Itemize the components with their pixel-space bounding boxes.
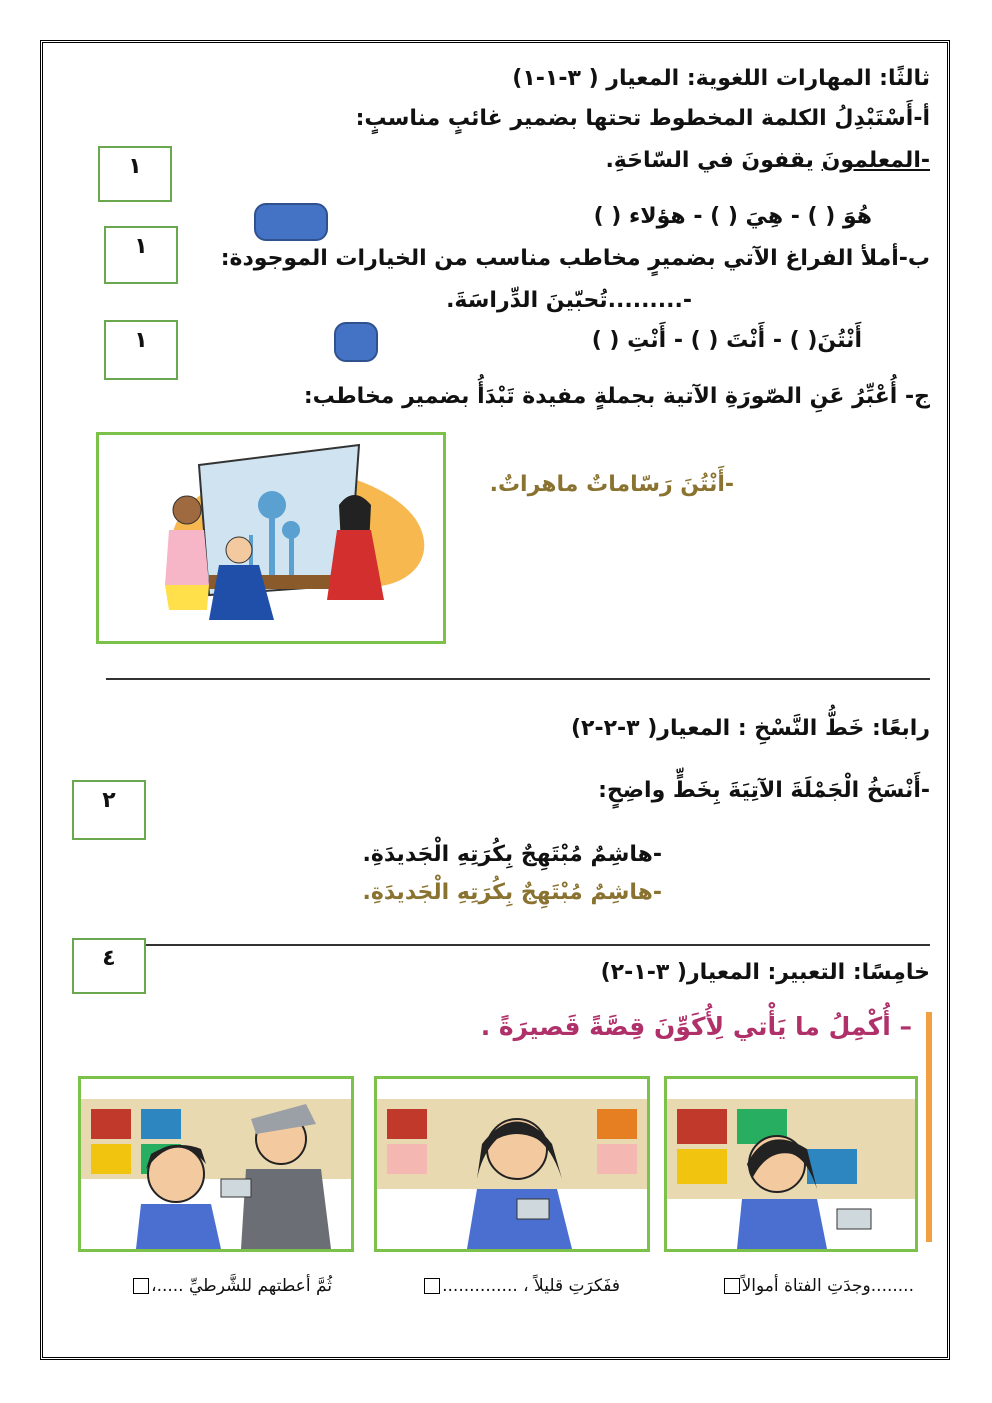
score-box-section5: ٤: [72, 938, 146, 994]
story-line-2: ففَكرَتِ قليلاً ، ..............: [422, 1276, 620, 1296]
girl-finds-money-illustration: [667, 1079, 915, 1249]
story-picture-3: [78, 1076, 354, 1252]
story-picture-2: [374, 1076, 650, 1252]
painting-scene-illustration: [99, 435, 443, 641]
story-picture-1: [664, 1076, 918, 1252]
story-blank-box-3[interactable]: [133, 1278, 149, 1294]
section4-title: رابعًا: خَطُّ النَّسْخِ : المعيار( ٣-٢-٢): [570, 716, 930, 741]
section4-answer: -هاشِمٌ مُبْتَهِجٌ بِكُرَتِهِ الْجَديدَةِ.: [362, 880, 662, 905]
selected-answer-marker: [254, 203, 328, 241]
decorative-bar: [926, 1012, 932, 1242]
selected-answer-marker-b: [334, 322, 378, 362]
section3-b-options: أَنْتُنَ( ) - أَنْتَ ( ) - أَنْتِ ( ): [591, 328, 862, 353]
section3-c-answer: -أَنْتُنَ رَسّاماتٌ ماهراتٌ.: [489, 472, 734, 497]
divider-2: [146, 944, 930, 946]
story-blank-box-1[interactable]: [724, 1278, 740, 1294]
section3-a-options: هُوَ ( ) - هِيَ ( ) - هؤلاء ( ): [593, 204, 872, 229]
underlined-word: -المعلمونَ: [821, 148, 930, 173]
score-box-a: ١: [98, 146, 172, 202]
score-box-section4: ٢: [72, 780, 146, 840]
section4-model: -هاشِمٌ مُبْتَهِجٌ بِكُرَتِهِ الْجَديدَةِ.: [362, 842, 662, 867]
score-box-c: ١: [104, 320, 178, 380]
section5-title: خامِسًا: التعبير: المعيار( ٣-١-٢): [600, 960, 930, 985]
score-box-b: ١: [104, 226, 178, 284]
section3-title: ثالثًا: المهارات اللغوية: المعيار ( ٣-١-١): [512, 66, 930, 91]
story-blank-box-2[interactable]: [424, 1278, 440, 1294]
story-line-1: ........وجدَتِ الفتاة أموالاً: [722, 1276, 914, 1296]
sentence-rest: يقفونَ في السّاحَةِ.: [605, 148, 822, 173]
painting-girls-picture: [96, 432, 446, 644]
divider-1: [106, 678, 930, 680]
section3-a-sentence: [605, 148, 930, 173]
section4-instruction: -أَنْسَخُ الْجَمْلَةَ الآتِيَةَ بِخَطٍّ واضِحٍ:: [598, 778, 930, 803]
section3-a-title: أ-أَسْتَبْدِلُ الكلمة المخطوط تحتها بضمير غائبٍ مناسبٍ:: [355, 106, 930, 131]
section3-c-title: ج- أُعْبِّرُ عَنِ الصّورَةِ الآتية بجملةٍ مفيدة تَبْدَأُ بضمير مخاطب:: [303, 384, 930, 409]
girl-and-policeman-illustration: [81, 1079, 351, 1249]
story-instruction: – أُكْمِلُ ما يَأْتي لِأُكَوِّنَ قِصَّةً قَصيرَةً .: [480, 1012, 912, 1041]
girl-thinking-illustration: [377, 1079, 647, 1249]
section3-b-title: ب-أملأ الفراغ الآتي بضميرٍ مخاطب مناسب من الخيارات الموجودة:: [220, 246, 930, 271]
section3-b-sentence: -.........تُحبّينَ الدِّراسَةَ.: [446, 288, 692, 313]
story-line-3: ثُمَّ أعطتهم للشَّرطيِّ .....،: [131, 1276, 332, 1296]
